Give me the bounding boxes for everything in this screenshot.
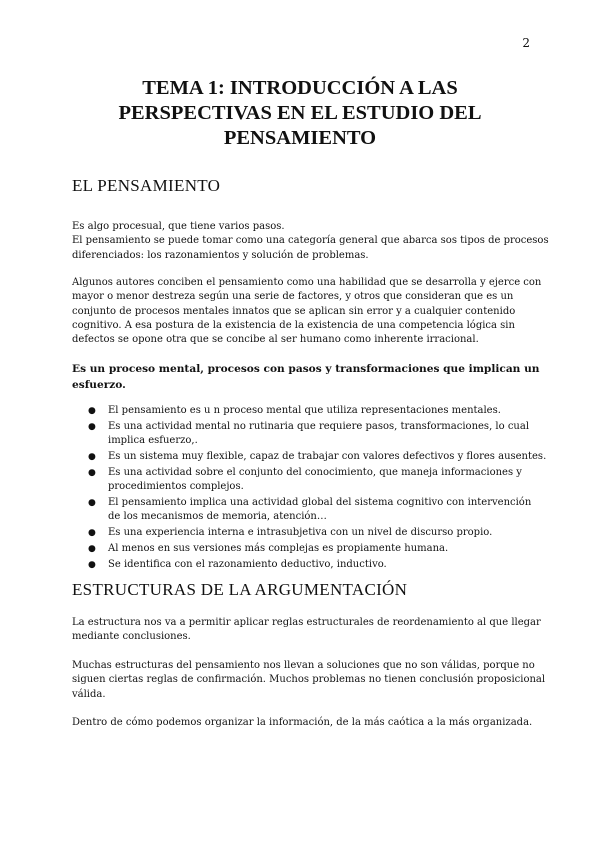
text-line: El pensamiento implica una actividad global del sistema cognitivo con intervención: [108, 497, 532, 509]
bullet-icon: ●: [88, 452, 96, 463]
text-line: de los mecanismos de memoria, atención…: [108, 511, 327, 523]
page-number: 2: [522, 36, 530, 50]
list-item: [72, 404, 532, 418]
text-line: Es una actividad mental no rutinaria que requiere pasos, transformaciones, lo cual: [108, 420, 530, 432]
text-line: Al menos en sus versiones más complejas es propiamente humana.: [108, 543, 449, 555]
text-line: siguen ciertas reglas de confirmación. Muchos problemas no tienen conclusión proposicional: [72, 674, 546, 686]
bullet-icon: ●: [88, 421, 96, 432]
text-line: implica esfuerzo,.: [108, 435, 198, 447]
list-item: [72, 558, 532, 572]
section-heading-estructuras: ESTRUCTURAS DE LA ARGUMENTACIÓN: [72, 580, 408, 599]
text-line: Muchas estructuras del pensamiento nos llevan a soluciones que no son válidas, porque no: [72, 660, 535, 671]
paragraph: [72, 616, 541, 645]
text-line: procedimientos complejos.: [108, 481, 244, 493]
text-line: Algunos autores conciben el pensamiento como una habilidad que se desarrolla y ejerce con: [72, 277, 542, 288]
bold-statement: [72, 362, 540, 393]
title-line: TEMA 1: INTRODUCCIÓN A LAS: [142, 77, 458, 99]
list-item: [72, 420, 532, 449]
list-item: [72, 466, 532, 495]
text-line: mayor o menor destreza según una serie de factores, y otros que consideran que es un: [72, 291, 514, 303]
text-line: La estructura nos va a permitir aplicar reglas estructurales de reordenamiento al que llegar: [72, 617, 541, 628]
bullet-icon: ●: [88, 560, 96, 571]
paragraph: [72, 659, 546, 702]
bullet-icon: ●: [88, 544, 96, 555]
text-line: Es un proceso mental, procesos con pasos y transformaciones que implican un: [72, 363, 540, 375]
text-line: Es algo procesual, que tiene varios pasos.: [72, 221, 285, 232]
text-line: Dentro de cómo podemos organizar la información, de la más caótica a la más organizada.: [72, 717, 533, 728]
text-line: El pensamiento es u n proceso mental que utiliza representaciones mentales.: [108, 405, 501, 416]
text-line: diferenciados: los razonamientos y solución de problemas.: [72, 249, 369, 261]
text-line: Es una actividad sobre el conjunto del conocimiento, que maneja informaciones y: [108, 466, 522, 478]
title-line: PERSPECTIVAS EN EL ESTUDIO DEL: [118, 102, 482, 124]
text-line: El pensamiento se puede tomar como una categoría general que abarca sos tipos de procesos: [72, 235, 549, 247]
bullet-icon: ●: [88, 406, 96, 416]
bullet-icon: ●: [88, 528, 96, 539]
bullet-icon: ●: [88, 467, 96, 478]
document-title: [72, 76, 528, 151]
bullet-list: [72, 404, 547, 574]
text-line: Se identifica con el razonamiento deductivo, inductivo.: [108, 559, 387, 571]
text-line: mediante conclusiones.: [72, 631, 191, 643]
list-item: [72, 526, 532, 540]
text-line: válida.: [72, 688, 106, 700]
bullet-icon: ●: [88, 498, 96, 509]
text-line: esfuerzo.: [72, 378, 126, 391]
title-line: PENSAMIENTO: [223, 127, 377, 149]
paragraph: [72, 276, 542, 347]
list-item: [72, 496, 532, 525]
text-line: Es una experiencia interna e intrasubjetiva con un nivel de discurso propio.: [108, 527, 493, 539]
paragraph: [72, 220, 549, 263]
text-line: Es un sistema muy flexible, capaz de trabajar con valores defectivos y flores ausentes.: [108, 451, 547, 463]
list-item: [72, 450, 547, 464]
text-line: defectos se opone otra que se concibe al ser humano como inherente irracional.: [72, 334, 479, 346]
text-line: cognitivo. A esa postura de la existencia de la existencia de una competencia lógica sin: [72, 319, 515, 331]
list-item: [72, 542, 532, 556]
paragraph: [72, 716, 533, 730]
text-line: conjunto de procesos mentales innatos que se aplican sin error y a cualquier contenido: [72, 305, 516, 317]
section-heading-pensamiento: EL PENSAMIENTO: [72, 176, 221, 195]
